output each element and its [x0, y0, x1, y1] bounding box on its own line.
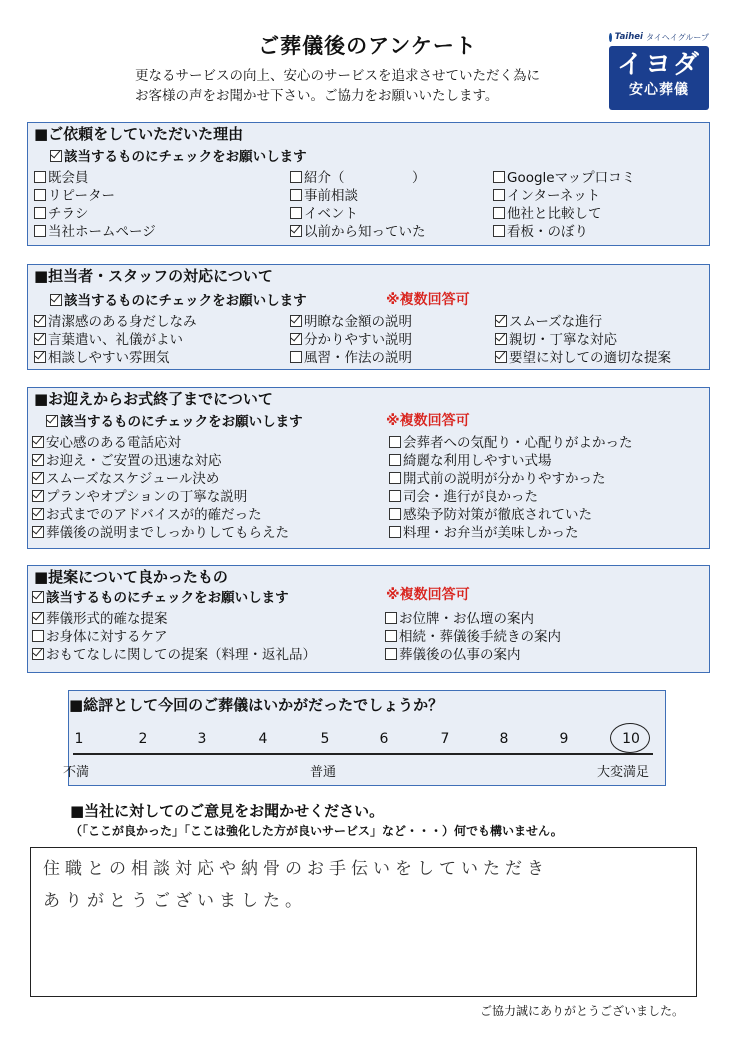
- multiple-answers-note: ※複数回答可: [386, 413, 470, 429]
- checkbox-icon: [46, 415, 58, 427]
- rating-option[interactable]: 1: [74, 731, 84, 747]
- checkbox[interactable]: [493, 225, 505, 237]
- opinion-subtitle: （「ここが良かった」「ここは強化した方が良いサービス」など・・・）何でも構いません。: [70, 824, 563, 838]
- checkbox[interactable]: [385, 648, 397, 660]
- rating-title: ■総評として今回のご葬儀はいかがだったでしょうか？: [69, 696, 444, 714]
- option-item[interactable]: 開式前の説明が分かりやすかった: [389, 470, 606, 488]
- instruction: 該当するものにチェックをお願いします: [50, 145, 307, 165]
- rating-option[interactable]: 7: [440, 731, 450, 747]
- section-title: ■ご依頼をしていただいた理由: [34, 125, 244, 143]
- checkbox[interactable]: [290, 351, 302, 363]
- option-item[interactable]: 葬儀形式的確な提案: [32, 610, 168, 628]
- option-item[interactable]: 事前相談: [290, 187, 358, 205]
- rating-option[interactable]: 8: [499, 731, 509, 747]
- checkbox-icon: [50, 150, 62, 162]
- option-item[interactable]: リピーター: [34, 187, 115, 205]
- checkbox[interactable]: [32, 612, 44, 624]
- rating-option[interactable]: 4: [258, 731, 268, 747]
- option-item[interactable]: インターネット: [493, 187, 600, 205]
- rating-scale-line: [73, 753, 653, 755]
- checkbox[interactable]: [493, 207, 505, 219]
- option-item[interactable]: プランやオプションの丁寧な説明: [32, 488, 247, 506]
- handwritten-comment-line-1: 住職との相談対応や納骨のお手伝いをしていただき: [43, 859, 549, 879]
- checkbox[interactable]: [32, 508, 44, 520]
- option-item[interactable]: 清潔感のある身だしなみ: [34, 313, 197, 331]
- checkbox-icon: [32, 591, 44, 603]
- option-item[interactable]: スムーズなスケジュール決め: [32, 470, 219, 488]
- checkbox[interactable]: [385, 630, 397, 642]
- option-item[interactable]: お身体に対するケア: [32, 628, 168, 646]
- rating-option[interactable]: 6: [379, 731, 389, 747]
- rating-option[interactable]: 10: [622, 731, 640, 747]
- selected-rating-circle: [610, 723, 650, 753]
- section-proposals: [27, 565, 710, 673]
- multiple-answers-note: ※複数回答可: [386, 292, 470, 308]
- checkbox[interactable]: [290, 207, 302, 219]
- option-item[interactable]: 明瞭な金額の説明: [290, 313, 412, 331]
- checkbox[interactable]: [389, 472, 401, 484]
- checkbox[interactable]: [389, 490, 401, 502]
- survey-title: ご葬儀後のアンケート: [258, 34, 477, 58]
- option-item[interactable]: 風習・作法の説明: [290, 349, 412, 367]
- rating-label-high: 大変満足: [597, 765, 650, 780]
- company-logo: [609, 30, 709, 110]
- option-item[interactable]: スムーズな進行: [495, 313, 602, 331]
- comment-box[interactable]: [30, 847, 697, 997]
- option-item[interactable]: 看板・のぼり: [493, 223, 588, 241]
- checkbox[interactable]: [493, 189, 505, 201]
- brand-badge: [609, 46, 709, 110]
- rating-option[interactable]: 5: [320, 731, 330, 747]
- checkbox[interactable]: [290, 333, 302, 345]
- option-item[interactable]: 既会員: [34, 169, 89, 187]
- intro-line-1: 更なるサービスの向上、安心のサービスを追求させていただく為に: [135, 68, 540, 84]
- option-item[interactable]: 会葬者への気配り・心配りがよかった: [389, 434, 633, 452]
- checkbox[interactable]: [34, 225, 46, 237]
- section-pickup-to-ceremony: [27, 387, 710, 549]
- option-item[interactable]: 当社ホームページ: [34, 223, 156, 241]
- option-item[interactable]: お位牌・お仏壇の案内: [385, 610, 534, 628]
- option-item[interactable]: 相談しやすい雰囲気: [34, 349, 170, 367]
- option-item[interactable]: お式までのアドバイスが的確だった: [32, 506, 262, 524]
- checkbox[interactable]: [32, 454, 44, 466]
- intro-line-2: お客様の声をお聞かせ下さい。ご協力をお願いいたします。: [135, 88, 499, 104]
- rating-label-low: 不満: [63, 765, 90, 780]
- checkbox[interactable]: [389, 526, 401, 538]
- instruction: 該当するものにチェックをお願いします: [46, 410, 303, 430]
- option-item[interactable]: 以前から知っていた: [290, 223, 426, 241]
- checkbox[interactable]: [34, 189, 46, 201]
- checkbox[interactable]: [34, 315, 46, 327]
- checkbox[interactable]: [495, 351, 507, 363]
- option-item[interactable]: お迎え・ご安置の迅速な対応: [32, 452, 222, 470]
- section-staff-response: [27, 264, 710, 370]
- option-item[interactable]: 葬儀後の仏事の案内: [385, 646, 521, 664]
- instruction: 該当するものにチェックをお願いします: [32, 586, 289, 606]
- checkbox[interactable]: [389, 436, 401, 448]
- section-request-reason: [27, 122, 710, 246]
- opinion-title: ■当社に対してのご意見をお聞かせください。: [70, 802, 385, 820]
- handwritten-comment-line-2: ありがとうございました。: [43, 891, 307, 911]
- rating-section: [63, 690, 666, 786]
- intro-text: [135, 66, 540, 106]
- option-item[interactable]: 要望に対しての適切な提案: [495, 349, 671, 367]
- checkbox[interactable]: [34, 351, 46, 363]
- section-title: ■担当者・スタッフの対応について: [34, 267, 273, 285]
- checkbox[interactable]: [389, 508, 401, 520]
- section-title: ■お迎えからお式終了までについて: [34, 390, 273, 408]
- checkbox[interactable]: [290, 225, 302, 237]
- option-item[interactable]: 言葉遣い、礼儀がよい: [34, 331, 183, 349]
- option-item[interactable]: 分かりやすい説明: [290, 331, 412, 349]
- option-item[interactable]: 親切・丁寧な対応: [495, 331, 617, 349]
- checkbox[interactable]: [34, 207, 46, 219]
- brand-sub: 安心葬儀: [629, 82, 689, 98]
- option-item[interactable]: 綺麗な利用しやすい式場: [389, 452, 552, 470]
- option-item[interactable]: 紹介（ ）: [290, 169, 426, 187]
- group-kana: タイヘイグループ: [645, 32, 709, 42]
- checkbox[interactable]: [34, 333, 46, 345]
- checkbox[interactable]: [290, 171, 302, 183]
- checkbox[interactable]: [290, 189, 302, 201]
- option-item[interactable]: 司会・進行が良かった: [389, 488, 538, 506]
- checkbox[interactable]: [32, 648, 44, 660]
- option-item[interactable]: 葬儀後の説明までしっかりしてもらえた: [32, 524, 289, 542]
- instruction: 該当するものにチェックをお願いします: [50, 289, 307, 309]
- option-item[interactable]: 感染予防対策が徹底されていた: [389, 506, 592, 524]
- option-item[interactable]: 安心感のある電話応対: [32, 434, 181, 452]
- option-item[interactable]: イベント: [290, 205, 358, 223]
- group-logo: [609, 30, 709, 44]
- rating-option[interactable]: 3: [197, 731, 207, 747]
- checkbox-icon: [50, 294, 62, 306]
- option-item[interactable]: チラシ: [34, 205, 89, 223]
- checkbox[interactable]: [290, 315, 302, 327]
- section-title: ■提案について良かったもの: [34, 568, 228, 586]
- rating-option[interactable]: 2: [138, 731, 148, 747]
- checkbox[interactable]: [493, 171, 505, 183]
- group-name: Taihei: [614, 32, 643, 42]
- checkbox[interactable]: [32, 630, 44, 642]
- closing-thanks: ご協力誠にありがとうございました。: [480, 1004, 685, 1018]
- rating-label-mid: 普通: [310, 765, 337, 780]
- option-item[interactable]: おもてなしに関しての提案（料理・返礼品）: [32, 646, 316, 664]
- checkbox[interactable]: [389, 454, 401, 466]
- checkbox[interactable]: [32, 490, 44, 502]
- rating-option[interactable]: 9: [559, 731, 569, 747]
- option-item[interactable]: 料理・お弁当が美味しかった: [389, 524, 579, 542]
- checkbox[interactable]: [32, 472, 44, 484]
- option-item[interactable]: 相続・葬儀後手続きの案内: [385, 628, 561, 646]
- option-item[interactable]: Googleマップ口コミ: [493, 169, 635, 187]
- checkbox[interactable]: [34, 171, 46, 183]
- brand-name: イヨダ: [616, 50, 701, 80]
- checkbox[interactable]: [495, 315, 507, 327]
- checkbox[interactable]: [495, 333, 507, 345]
- option-item[interactable]: 他社と比較して: [493, 205, 602, 223]
- checkbox[interactable]: [32, 436, 44, 448]
- checkbox[interactable]: [385, 612, 397, 624]
- checkbox[interactable]: [32, 526, 44, 538]
- multiple-answers-note: ※複数回答可: [386, 587, 470, 603]
- taihei-mark-icon: [609, 33, 612, 42]
